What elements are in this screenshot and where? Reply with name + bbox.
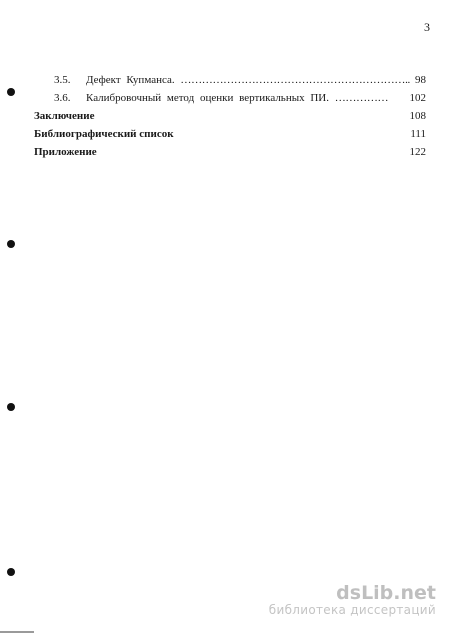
watermark-logo: dsLib.net bbox=[336, 582, 436, 604]
toc-entry-page: 98 bbox=[415, 74, 426, 86]
toc-entry-title-text: Калибровочный метод оценки вертикальных ПИ. bbox=[86, 92, 329, 104]
toc-entry-title-text: Дефект Купманса. bbox=[86, 74, 175, 86]
toc-entry-appendix bbox=[34, 145, 426, 163]
watermark bbox=[269, 583, 436, 617]
toc-dot-leader: …………… bbox=[334, 92, 389, 104]
binder-hole bbox=[7, 240, 15, 248]
toc-entry-title bbox=[86, 73, 410, 88]
toc-entry-title: Приложение bbox=[34, 146, 97, 158]
toc-entry-title bbox=[86, 91, 388, 106]
binder-hole bbox=[7, 568, 15, 576]
toc-entry-page: 108 bbox=[409, 110, 426, 122]
toc-entry-number: 3.6. bbox=[54, 92, 71, 104]
toc-entry-3-5 bbox=[34, 73, 426, 91]
toc-entry-page: 122 bbox=[409, 146, 426, 158]
toc-entry-title: Заключение bbox=[34, 110, 95, 122]
toc-entry-page: 102 bbox=[409, 92, 426, 104]
watermark-subtitle: библиотека диссертаций bbox=[268, 603, 436, 617]
toc-entry-conclusion bbox=[34, 109, 426, 127]
toc-entry-bibliography bbox=[34, 127, 426, 145]
binder-hole bbox=[7, 403, 15, 411]
binder-hole bbox=[7, 88, 15, 96]
toc-entry-number: 3.5. bbox=[54, 74, 71, 86]
page-number: 3 bbox=[424, 20, 430, 34]
toc-dot-leader: ……………………………………………………….. bbox=[180, 74, 410, 86]
toc-entry-3-6 bbox=[34, 91, 426, 109]
toc-entry-title: Библиографический список bbox=[34, 128, 174, 140]
table-of-contents bbox=[34, 73, 426, 163]
toc-entry-page: 111 bbox=[410, 128, 426, 140]
